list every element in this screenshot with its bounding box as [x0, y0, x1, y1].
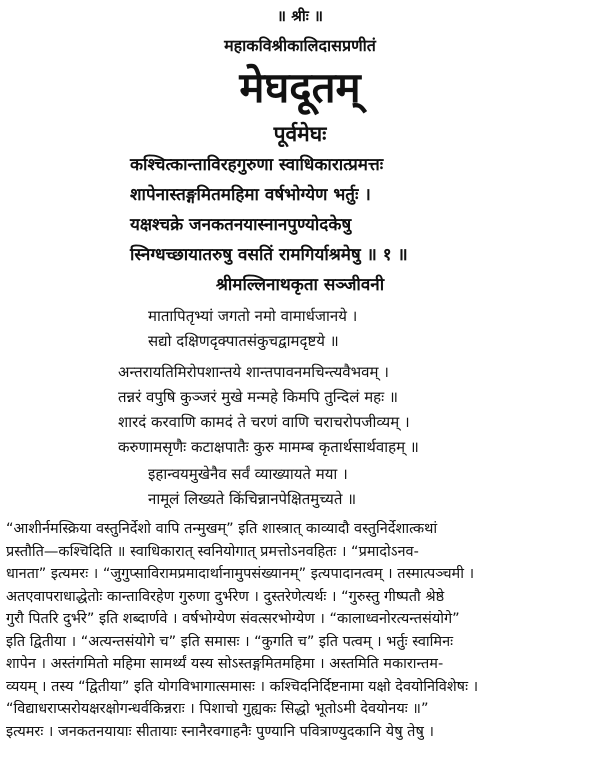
sloka-line: तन्नरं वपुषि कुञ्जरं मुखे मन्महे किमपि तुन्दिलं महः ॥	[118, 388, 398, 406]
sloka-line: मातापितृभ्यां जगतो नमो वामार्धजानये ।	[148, 307, 358, 325]
commentary-body	[6, 518, 596, 743]
invocatory-sloka-2	[118, 360, 419, 460]
verse-line: शापेनास्तङ्गमितमहिमा वर्षभोग्येण भर्तुः ।	[130, 185, 371, 205]
commentary-line: इत्यमरः । जनकतनयायाः सीतायाः स्नानैरवगाहनैः पुण्यानि पवित्राण्युदकानि येषु तेषु ।	[6, 723, 434, 740]
sloka-line: अन्तरायतिमिरोपशान्तये शान्तपावनमचिन्त्यवैभवम् ।	[118, 363, 389, 381]
commentary-line: “विद्याधराप्सरोयक्षरक्षोगन्धर्वकिन्नराः । पिशाचो गुह्यकः सिद्धो भूतोऽमी देवयोनयः ॥”	[6, 701, 429, 717]
commentary-line: शापेन । अस्तंगमितो महिमा सामर्थ्यं यस्य सोऽस्तङ्गमितमहिमा । अस्तमिति मकारान्तम-	[6, 656, 444, 672]
author-line: महाकविश्रीकालिदासप्रणीतं	[224, 36, 376, 55]
verse-line: कश्चित्कान्ताविरहगुरुणा स्वाधिकारात्प्रमत्तः	[130, 155, 384, 175]
sloka-line: करुणामसृणैः कटाक्षपातैः कुरु मामम्ब कृतार्थसार्थवाहम् ॥	[118, 438, 419, 456]
verse-line: यक्षश्चक्रे जनकतनयास्नानपुण्योदकेषु	[130, 215, 352, 235]
commentary-line: इति द्वितीया । “अत्यन्तसंयोगे च” इति समासः । “कुगति च” इति पत्वम् । भर्तुः स्वामिनः	[6, 633, 454, 650]
commentary-line: प्रस्तौति—कश्चिदिति ॥ स्वाधिकारात् स्वनियोगात् प्रमत्तोऽनवहितः । “प्रमादोऽनव-	[6, 543, 419, 560]
sloka-line: सद्यो दक्षिणदृक्पातसंकुचद्वामदृष्टये ॥	[148, 332, 339, 350]
commentary-line: व्ययम् । तस्य “द्वितीया” इति योगविभागात्समासः । कश्चिदनिर्दिष्टनामा यक्षो देवयोनिविशेषः ।	[6, 678, 479, 695]
verse-1	[130, 150, 408, 270]
invocatory-sloka-3	[148, 462, 356, 512]
commentary-line: गुरौ पितरि दुर्भरे” इति शब्दार्णवे । वर्षभोग्येण संवत्सरभोग्येण । “कालाध्वनोरत्यन्तसंयोगे”	[6, 611, 460, 627]
sloka-line: इहान्वयमुखेनैव सर्वं व्याख्यायते मया ।	[148, 465, 348, 483]
commentary-title: श्रीमल्लिनाथकृता सञ्जीवनी	[215, 275, 385, 295]
page-title: मेघदूतम्	[239, 63, 361, 112]
invocatory-sloka-1	[148, 304, 357, 354]
commentary-line: धानता” इत्यमरः । “जुगुप्साविरामप्रमादार्थानामुपसंख्यानम्” इत्यपादानत्वम् । तस्मात्पञ्चमी ।	[6, 566, 475, 582]
sloka-line: शारदं करवाणि कामदं ते चरणं वाणि चराचरोपजीव्यम् ।	[118, 413, 410, 431]
commentary-line: अतएवापराधाद्धेतोः कान्ताविरहेण गुरुणा दुर्भरेण । दुस्तरेणेत्यर्थः । “गुरुस्तु गीष्पतौ श्रेष्ठे	[6, 588, 445, 605]
invocation-line: ॥ श्रीः ॥	[277, 7, 323, 25]
sloka-line: नामूलं लिख्यते किंचिन्नानपेक्षितमुच्यते ॥	[148, 490, 357, 508]
verse-line: स्निग्धच्छायातरुषु वसतिं रामगिर्याश्रमेषु ॥ १ ॥	[130, 245, 408, 265]
commentary-line: “आशीर्नमस्क्रिया वस्तुनिर्देशो वापि तन्मुखम्” इति शास्त्रात् काव्यादौ वस्तुनिर्देशात्कथां	[6, 521, 438, 537]
section-heading: पूर्वमेघः	[273, 122, 327, 146]
